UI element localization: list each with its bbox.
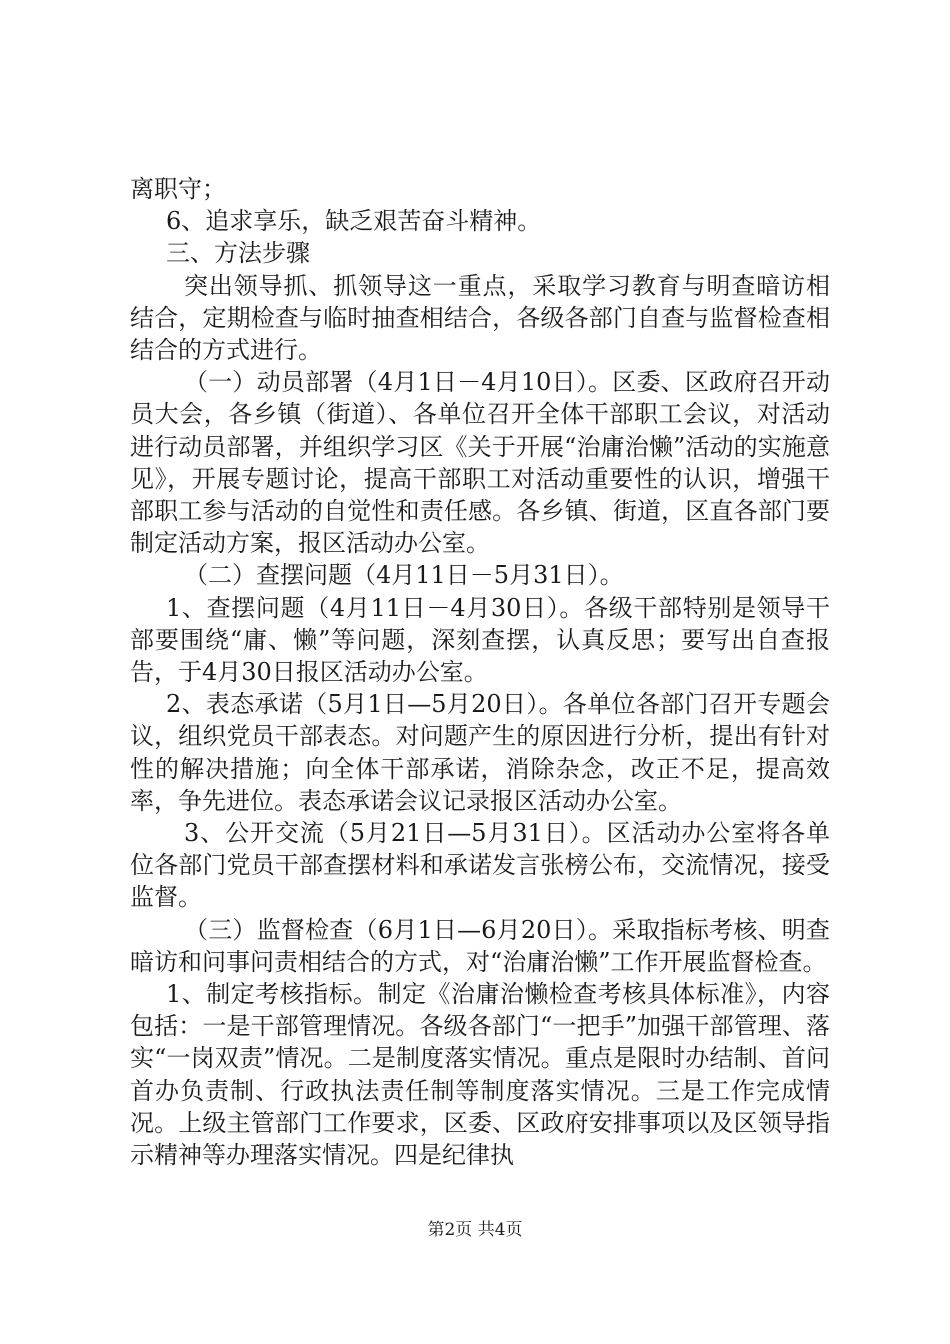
- paragraph-item-6: 6、追求享乐，缺乏艰苦奋斗精神。: [166, 207, 542, 236]
- paragraph-approach: 突出领导抓、抓领导这一重点，采取学习教育与明查暗访相结合，定期检查与临时抽查相结合，各级各部门自查与监督检查相结合的方式进行。: [130, 271, 830, 365]
- paragraph-assessment-indicators: 1、制定考核指标。制定《治庸治懒检查考核具体标准》，内容包括：一是干部管理情况。各级各部门“一把手”加强干部管理、落实“一岗双责”情况。二是制度落实情况。重点是限时办结制、首问首办负责制、行政执法责任制等制度落实情况。三是工作完成情况。上级主管部门工作要求，区委、区政府安排事项以及区领导指示精神等办理落实情况。四是纪律执: [130, 980, 830, 1170]
- page-footer: 第2页 共4页: [427, 1220, 523, 1240]
- body-text: [130, 173, 830, 1171]
- paragraph-public-exchange: 3、公开交流（5月21日—5月31日）。区活动办公室将各单位各部门党员干部查摆材料和承诺发言张榜公布，交流情况，接受监督。: [130, 819, 830, 912]
- paragraph-continuation: 离职守；: [130, 175, 226, 203]
- paragraph-mobilization: （一）动员部署（4月1日－4月10日）。区委、区政府召开动员大会，各乡镇（街道）、各单位召开全体干部职工会议，对活动进行动员部署，并组织学习区《关于开展“治庸治懒”活动的实施意见》，开展专题讨论，提高干部职工对活动重要性的认识，增强干部职工参与活动的自觉性和责任感。各乡镇、街道，区直各部门要制定活动方案，报区活动办公室。: [130, 368, 830, 558]
- paragraph-problem-review: 1、查摆问题（4月11日－4月30日）。各级干部特别是领导干部要围绕“庸、懒”等问题，深刻查摆，认真反思；要写出自查报告，于4月30日报区活动办公室。: [130, 593, 830, 687]
- paragraph-commitment: 2、表态承诺（5月1日—5月20日）。各单位各部门召开专题会议，组织党员干部表态。对问题产生的原因进行分析，提出有针对性的解决措施；向全体干部承诺，消除杂念，改正不足，提高效率，争先进位。表态承诺会议记录报区活动办公室。: [130, 690, 830, 815]
- section-heading-methods: 三、方法步骤: [166, 239, 310, 268]
- paragraph-supervision: （三）监督检查（6月1日—6月20日）。采取指标考核、明查暗访和问事问责相结合的方式，对“治庸治懒”工作开展监督检查。: [130, 915, 830, 976]
- paragraph-problem-review-heading: （二）查摆问题（4月11日－5月31日）。: [184, 561, 624, 590]
